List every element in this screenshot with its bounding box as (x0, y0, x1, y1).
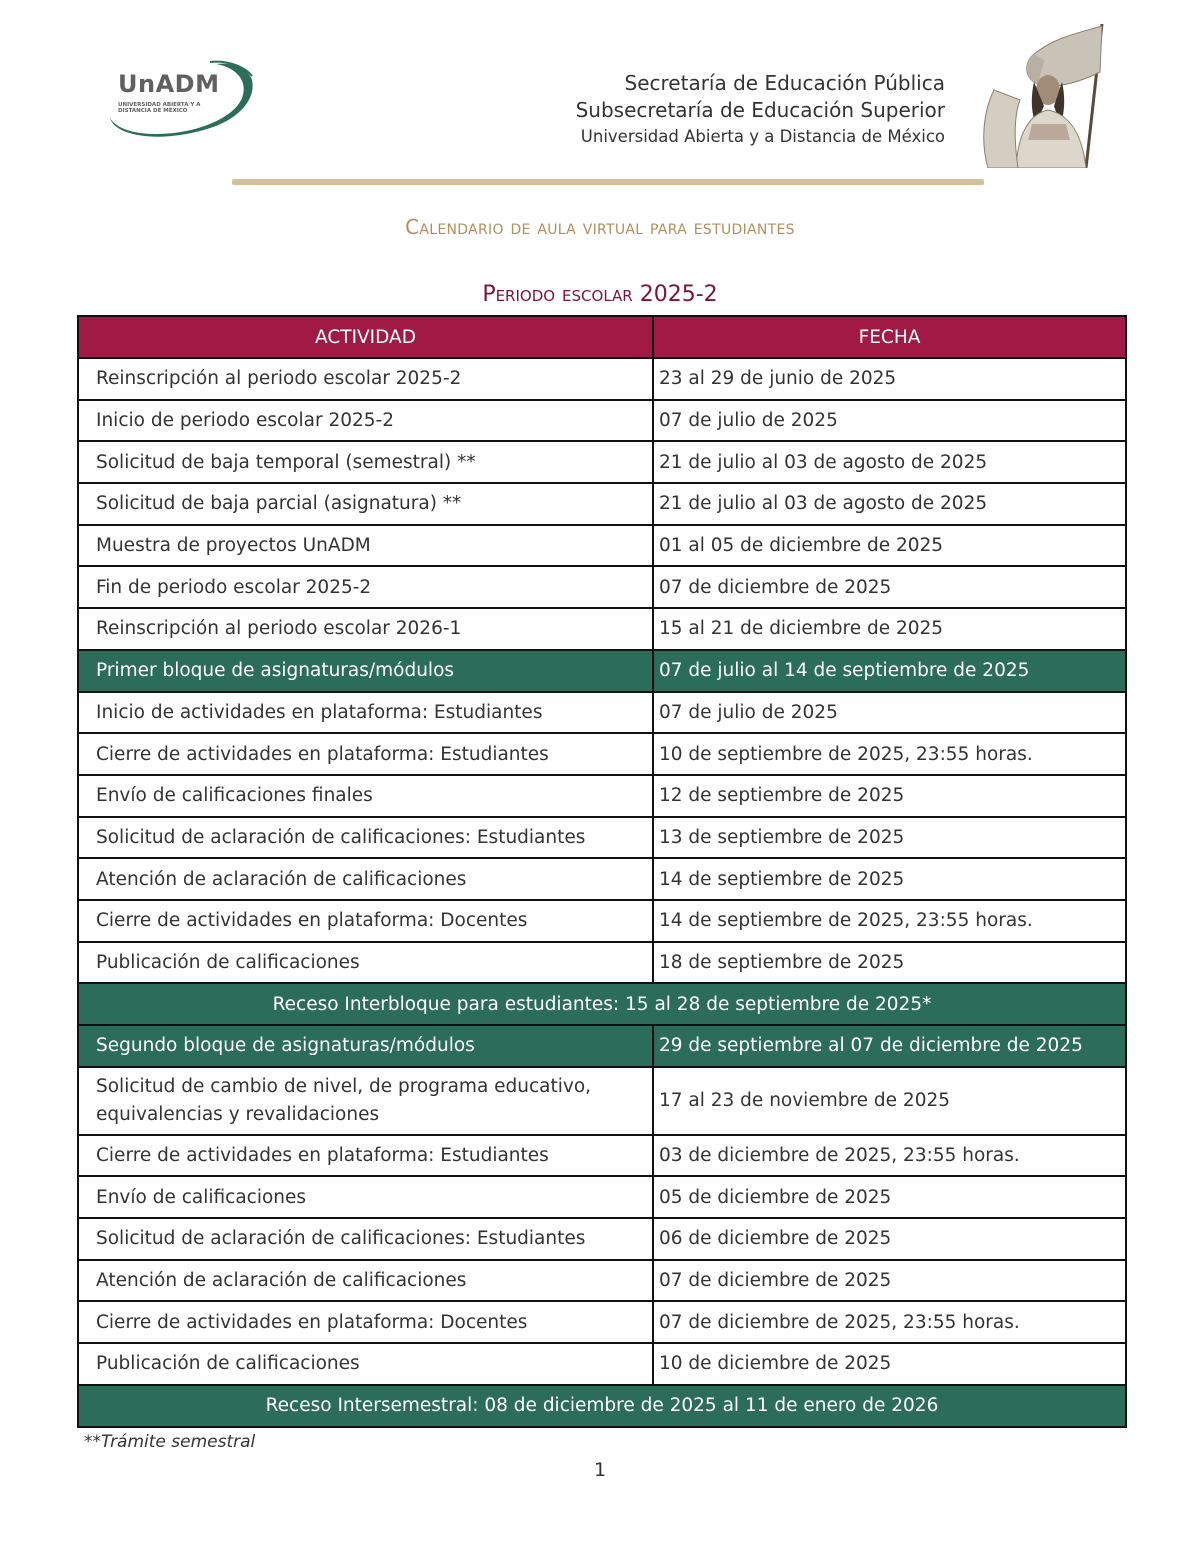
table-row (78, 1176, 1126, 1218)
date-cell: 21 de julio al 03 de agosto de 2025 (653, 483, 1126, 525)
block-label: Segundo bloque de asignaturas/módulos (78, 1025, 653, 1067)
table-row (78, 1260, 1126, 1302)
header-divider (232, 179, 984, 185)
activity-cell: Solicitud de aclaración de calificaciones: Estudiantes (78, 817, 653, 859)
date-cell: 07 de julio de 2025 (653, 400, 1126, 442)
date-cell: 07 de diciembre de 2025 (653, 1260, 1126, 1302)
date-cell: 05 de diciembre de 2025 (653, 1176, 1126, 1218)
table-row (78, 1135, 1126, 1177)
document-title (0, 215, 1200, 239)
date-cell: 06 de diciembre de 2025 (653, 1218, 1126, 1260)
institution-header (576, 70, 945, 150)
table-row (78, 1301, 1126, 1343)
date-cell: 18 de septiembre de 2025 (653, 942, 1126, 984)
date-cell: 17 al 23 de noviembre de 2025 (653, 1067, 1126, 1135)
unadm-logo (106, 60, 256, 142)
table-row (78, 775, 1126, 817)
date-cell: 07 de julio de 2025 (653, 692, 1126, 734)
activity-cell: Publicación de calificaciones (78, 1343, 653, 1385)
header-line-subsecretaria: Subsecretaría de Educación Superior (575, 98, 945, 122)
table-row (78, 358, 1126, 400)
activity-cell: Solicitud de baja parcial (asignatura) ** (78, 483, 653, 525)
activity-cell: Inicio de actividades en plataforma: Estudiantes (78, 692, 653, 734)
page-number: 1 (593, 1459, 607, 1481)
activity-cell: Reinscripción al periodo escolar 2025-2 (78, 358, 653, 400)
table-row (78, 858, 1126, 900)
date-cell: 13 de septiembre de 2025 (653, 817, 1126, 859)
header-line-sep: Secretaría de Educación Pública (624, 71, 945, 95)
logo-wordmark: UnADM (118, 70, 220, 98)
table-row (78, 817, 1126, 859)
block-row-first (78, 650, 1126, 692)
table-row (78, 483, 1126, 525)
activity-cell: Envío de calificaciones finales (78, 775, 653, 817)
table-row (78, 566, 1126, 608)
table-row (78, 733, 1126, 775)
activity-cell: Cierre de actividades en plataforma: Estudiantes (78, 1135, 653, 1177)
table-row (78, 942, 1126, 984)
activity-cell: Solicitud de baja temporal (semestral) ** (78, 441, 653, 483)
activity-cell: Publicación de calificaciones (78, 942, 653, 984)
activity-cell: Reinscripción al periodo escolar 2026-1 (78, 608, 653, 650)
activity-cell: Atención de aclaración de calificaciones (78, 858, 653, 900)
block-row-second (78, 1025, 1126, 1067)
table-row (78, 608, 1126, 650)
date-cell: 07 de diciembre de 2025, 23:55 horas. (653, 1301, 1126, 1343)
period-label: Periodo escolar (482, 282, 633, 307)
calendar-table (77, 315, 1127, 1428)
date-cell: 21 de julio al 03 de agosto de 2025 (653, 441, 1126, 483)
activity-cell: Cierre de actividades en plataforma: Docentes (78, 1301, 653, 1343)
activity-cell: Atención de aclaración de calificaciones (78, 1260, 653, 1302)
block-date: 07 de julio al 14 de septiembre de 2025 (653, 650, 1126, 692)
document-title-text: Calendario de aula virtual para estudiantes (405, 215, 795, 239)
recess-row-interbloque (78, 983, 1126, 1025)
table-row (78, 1218, 1126, 1260)
period-title (0, 282, 1200, 307)
date-cell: 10 de septiembre de 2025, 23:55 horas. (653, 733, 1126, 775)
recess-row-intersemestral (78, 1385, 1126, 1427)
period-value: 2025-2 (639, 282, 718, 307)
table-row (78, 1067, 1126, 1135)
activity-cell: Cierre de actividades en plataforma: Docentes (78, 900, 653, 942)
date-cell: 23 al 29 de junio de 2025 (653, 358, 1126, 400)
activity-cell: Muestra de proyectos UnADM (78, 525, 653, 567)
activity-cell: Envío de calificaciones (78, 1176, 653, 1218)
table-row (78, 400, 1126, 442)
table-row (78, 900, 1126, 942)
date-cell: 14 de septiembre de 2025, 23:55 horas. (653, 900, 1126, 942)
date-cell: 07 de diciembre de 2025 (653, 566, 1126, 608)
date-cell: 03 de diciembre de 2025, 23:55 horas. (653, 1135, 1126, 1177)
date-cell: 12 de septiembre de 2025 (653, 775, 1126, 817)
header-line-university: Universidad Abierta y a Distancia de México (580, 127, 945, 146)
activity-cell: Cierre de actividades en plataforma: Estudiantes (78, 733, 653, 775)
table-row (78, 692, 1126, 734)
table-row (78, 525, 1126, 567)
date-cell: 10 de diciembre de 2025 (653, 1343, 1126, 1385)
recess-text: Receso Interbloque para estudiantes: 15 al 28 de septiembre de 2025* (78, 983, 1126, 1025)
logo-subtext: UNIVERSIDAD ABIERTA Y A DISTANCIA DE MÉXICO (118, 102, 201, 114)
date-cell: 15 al 21 de diciembre de 2025 (653, 608, 1126, 650)
block-date: 29 de septiembre al 07 de diciembre de 2025 (653, 1025, 1126, 1067)
table-header-row (78, 316, 1126, 358)
header-date: FECHA (653, 316, 1126, 358)
date-cell: 14 de septiembre de 2025 (653, 858, 1126, 900)
date-cell: 01 al 05 de diciembre de 2025 (653, 525, 1126, 567)
table-row (78, 441, 1126, 483)
header-activity: ACTIVIDAD (78, 316, 653, 358)
activity-cell: Inicio de periodo escolar 2025-2 (78, 400, 653, 442)
activity-cell: Fin de periodo escolar 2025-2 (78, 566, 653, 608)
block-label: Primer bloque de asignaturas/módulos (78, 650, 653, 692)
footnote: **Trámite semestral (84, 1432, 256, 1452)
activity-cell: Solicitud de cambio de nivel, de programa educativo, equivalencias y revalidaciones (78, 1067, 653, 1135)
recess-text: Receso Intersemestral: 08 de diciembre de 2025 al 11 de enero de 2026 (78, 1385, 1126, 1427)
activity-cell: Solicitud de aclaración de calificaciones: Estudiantes (78, 1218, 653, 1260)
flag-woman-illustration (974, 20, 1116, 168)
table-row (78, 1343, 1126, 1385)
